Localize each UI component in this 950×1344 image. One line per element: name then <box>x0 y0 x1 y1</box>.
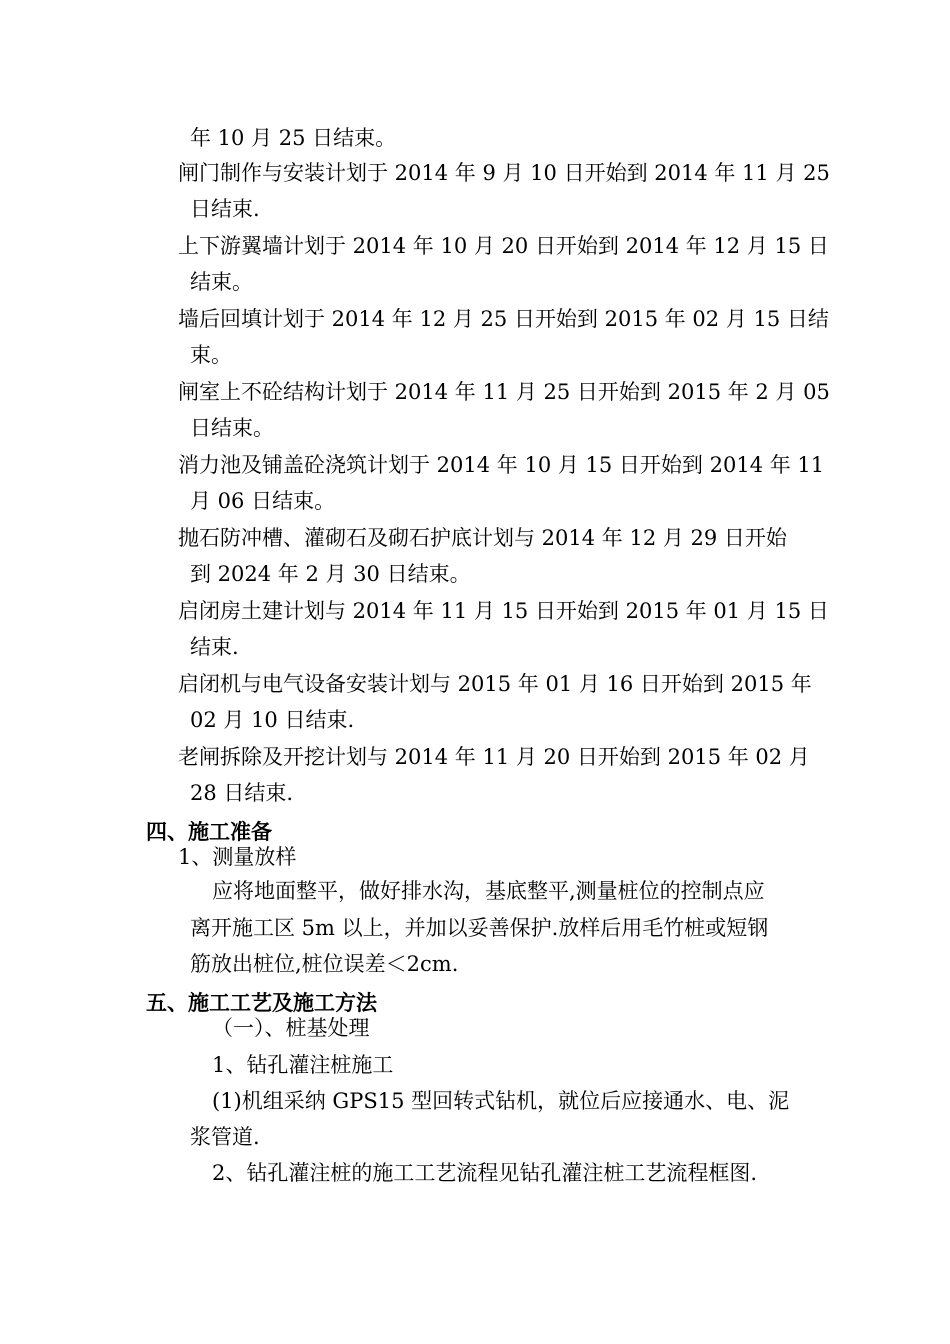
schedule-line: 抛石防冲槽、灌砌石及砌石护底计划与 2014 年 12 月 29 日开始 <box>178 526 787 550</box>
paragraph-line: (1)机组采纳 GPS15 型回转式钻机，就位后应接通水、电、泥 <box>212 1089 790 1113</box>
paragraph-line: 浆管道. <box>190 1125 260 1149</box>
schedule-line: 闸门制作与安装计划于 2014 年 9 月 10 日开始到 2014 年 11 月 25 <box>178 161 830 185</box>
schedule-line: 月 06 日结束。 <box>190 489 336 513</box>
schedule-line: 启闭房土建计划与 2014 年 11 月 15 日开始到 2015 年 01 月 15 日 <box>178 599 829 623</box>
schedule-line: 上下游翼墙计划于 2014 年 10 月 20 日开始到 2014 年 12 月 15 日 <box>178 234 829 258</box>
schedule-line: 束。 <box>190 343 232 367</box>
subsection-title: 1、测量放样 <box>178 845 297 869</box>
schedule-line: 日结束. <box>190 197 260 221</box>
subsection-title: （一）、桩基处理 <box>212 1016 370 1040</box>
schedule-line: 结束. <box>190 635 239 659</box>
paragraph-line: 筋放出桩位,桩位误差＜2cm. <box>190 952 459 976</box>
schedule-line: 墙后回填计划于 2014 年 12 月 25 日开始到 2015 年 02 月 15 日结 <box>178 307 829 331</box>
schedule-line: 日结束。 <box>190 416 274 440</box>
paragraph-line: 离开施工区 5m 以上，并加以妥善保护.放样后用毛竹桩或短钢 <box>190 916 769 940</box>
section-heading: 五、施工工艺及施工方法 <box>146 991 377 1015</box>
schedule-line: 年 10 月 25 日结束。 <box>190 126 397 150</box>
schedule-line: 启闭机与电气设备安装计划与 2015 年 01 月 16 日开始到 2015 年 <box>178 672 812 696</box>
schedule-line: 到 2024 年 2 月 30 日结束。 <box>190 562 471 586</box>
schedule-line: 28 日结束. <box>190 781 294 805</box>
schedule-line: 02 月 10 日结束. <box>190 708 355 732</box>
schedule-line: 老闸拆除及开挖计划与 2014 年 11 月 20 日开始到 2015 年 02 月 <box>178 745 810 769</box>
schedule-line: 闸室上不砼结构计划于 2014 年 11 月 25 日开始到 2015 年 2 月 05 <box>178 380 830 404</box>
paragraph-line: 应将地面整平，做好排水沟，基底整平,测量桩位的控制点应 <box>212 879 765 903</box>
section-heading: 四、施工准备 <box>146 820 272 844</box>
schedule-line: 结束。 <box>190 270 253 294</box>
subsection-title: 1、钻孔灌注桩施工 <box>212 1053 394 1077</box>
paragraph-line: 2、钻孔灌注桩的施工工艺流程见钻孔灌注桩工艺流程框图. <box>212 1161 758 1185</box>
schedule-line: 消力池及铺盖砼浇筑计划于 2014 年 10 月 15 日开始到 2014 年 11 <box>178 453 825 477</box>
